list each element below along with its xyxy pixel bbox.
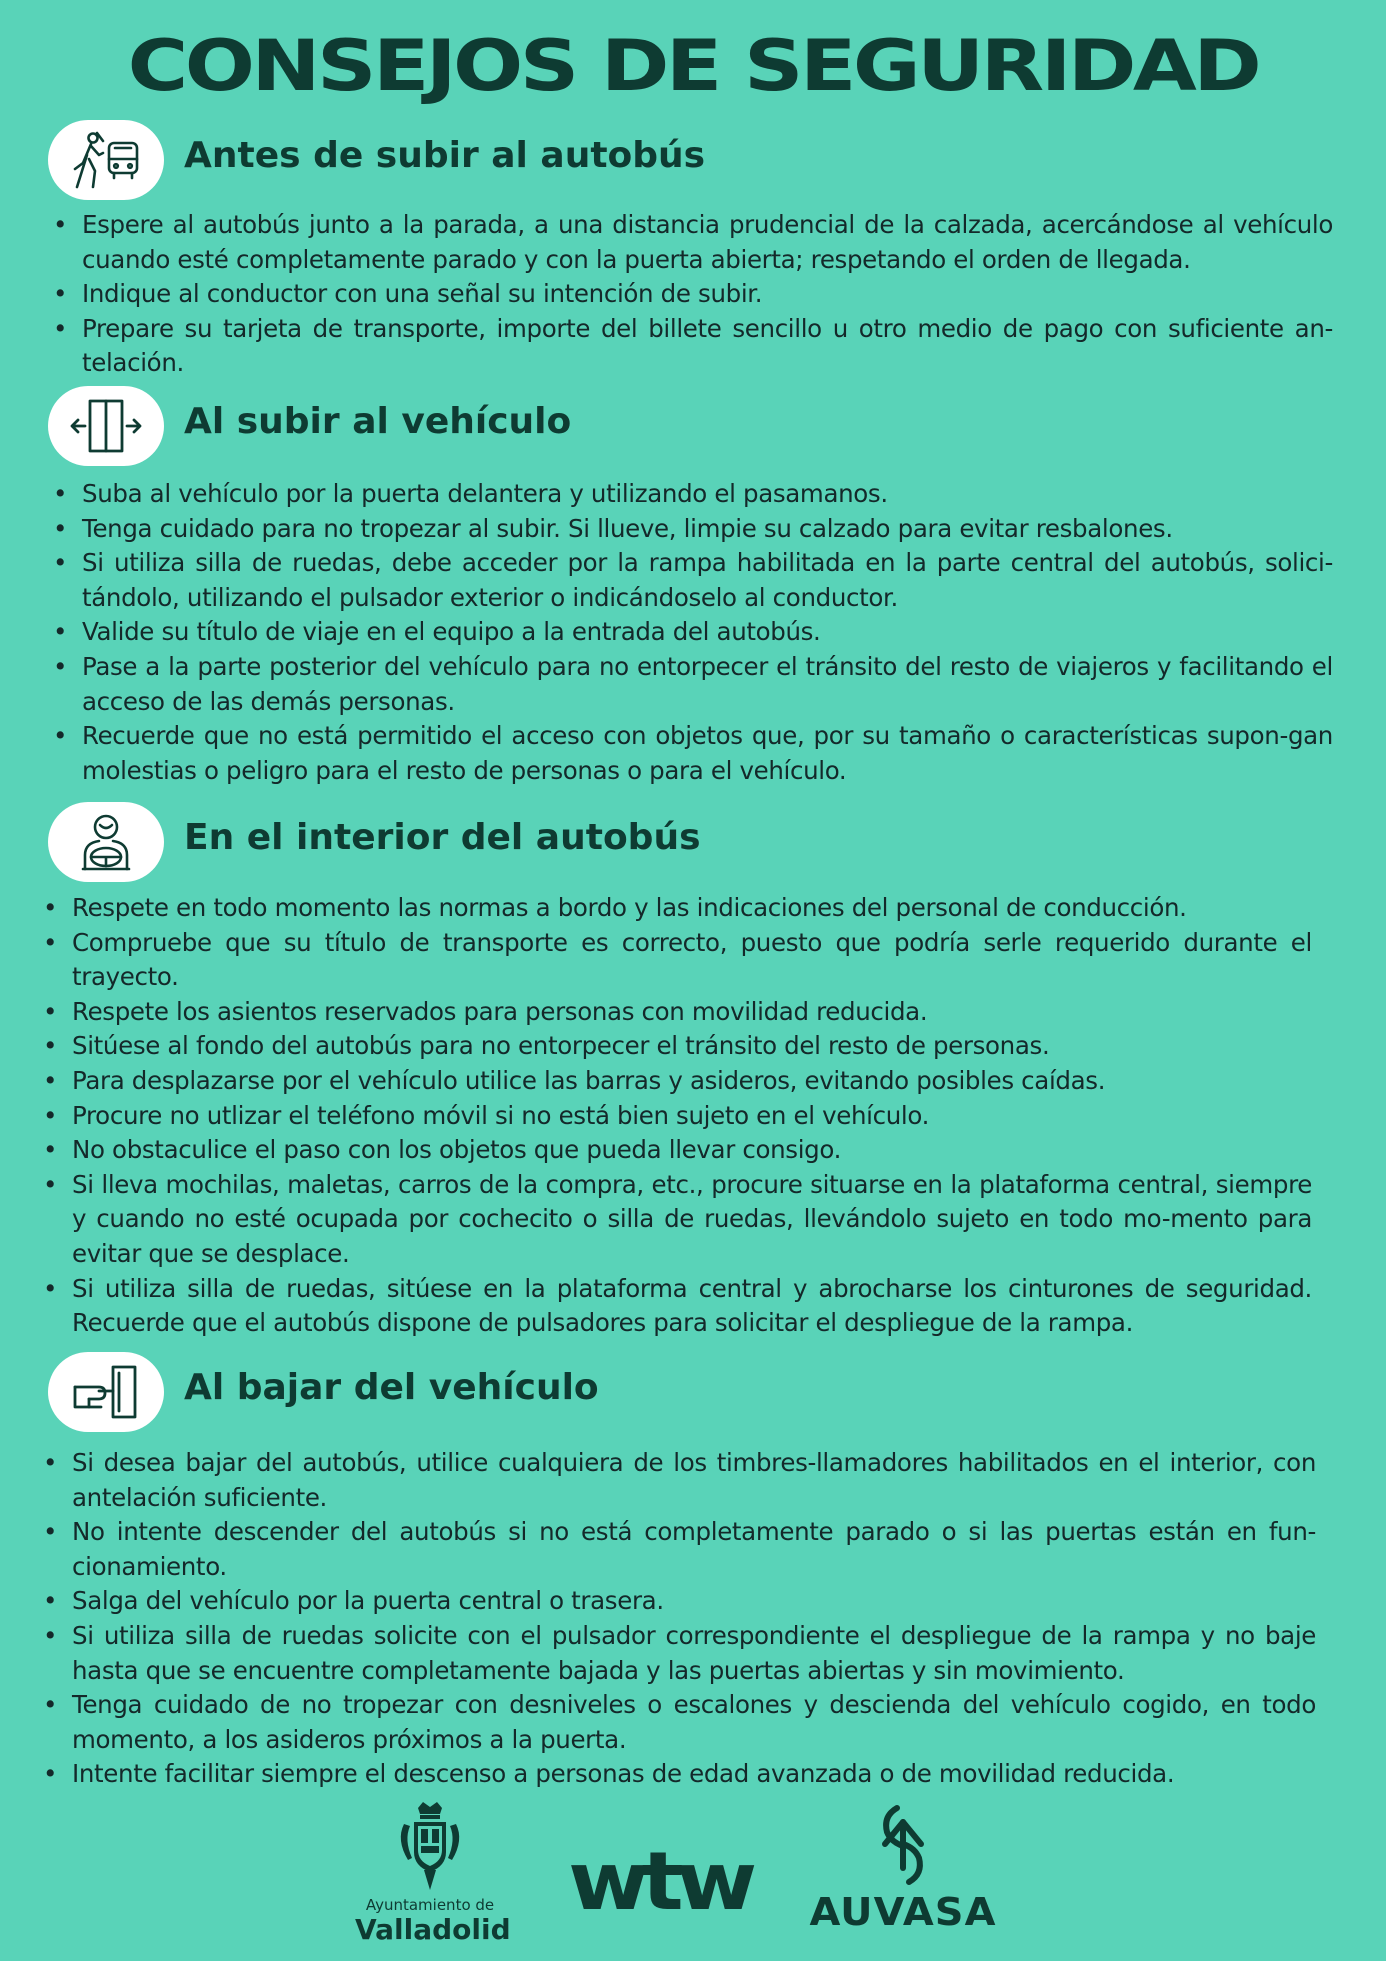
valladolid-logo <box>355 1800 511 1955</box>
section-icon-badge <box>48 1352 164 1432</box>
section-icon-badge <box>48 120 164 200</box>
list-item: • Respete los asientos reservados para personas con movilidad reducida. <box>72 995 1312 1030</box>
list-item: • Intente facilitar siempre el descenso a personas de edad avanzada o de movilidad reducida. <box>72 1757 1316 1792</box>
list-item: • Procure no utlizar el teléfono móvil si no está bien sujeto en el vehículo. <box>72 1099 1312 1134</box>
list-item: • Si utiliza silla de ruedas, debe acceder por la rampa habilitada en la parte central del autobús, solici-tándolo, utilizando el pulsador exterior o indicándoselo al conductor. <box>82 546 1333 615</box>
list-item: • Tenga cuidado para no tropezar al subir. Si llueve, limpie su calzado para evitar resbalones. <box>82 512 1333 547</box>
bullet-list <box>72 891 1312 1341</box>
bullet-list <box>82 208 1333 381</box>
section-icon-badge <box>48 802 164 882</box>
auvasa-symbol-icon <box>863 1802 943 1888</box>
list-item: • Espere al autobús junto a la parada, a una distancia prudencial de la calzada, acercándose al vehículo cuando esté completamente parado y con la puerta abierta; respetando el orden de llegada. <box>82 208 1333 277</box>
list-item: • Recuerde que no está permitido el acceso con objetos que, por su tamaño o características supon-gan molestias o peligro para el resto de personas o para el vehículo. <box>82 719 1333 788</box>
valladolid-logo-line2: Valladolid <box>355 1913 511 1946</box>
section-title: Al subir al vehículo <box>184 401 572 442</box>
coat-of-arms-icon <box>390 1800 470 1892</box>
list-item: • Para desplazarse por el vehículo utilice las barras y asideros, evitando posibles caídas. <box>72 1064 1312 1099</box>
list-item: • Pase a la parte posterior del vehículo para no entorpecer el tránsito del resto de viajeros y facilitando el acceso de las demás personas. <box>82 650 1333 719</box>
section-header-al-bajar <box>48 1352 1348 1432</box>
section-header-al-subir <box>48 386 1348 466</box>
bullet-list <box>82 477 1333 788</box>
sliding-door-icon <box>69 395 143 457</box>
section-header-interior <box>48 802 1348 882</box>
section-title: Antes de subir al autobús <box>184 135 706 176</box>
section-icon-badge <box>48 386 164 466</box>
bullet-list <box>72 1446 1316 1792</box>
list-item: • Prepare su tarjeta de transporte, importe del billete sencillo u otro medio de pago con suficiente an-telación. <box>82 312 1333 381</box>
section-header-antes-de-subir <box>48 120 1348 200</box>
section-title: En el interior del autobús <box>184 817 701 858</box>
list-item: • Salga del vehículo por la puerta central o trasera. <box>72 1584 1316 1619</box>
person-bus-icon <box>69 129 143 191</box>
list-item: • No intente descender del autobús si no está completamente parado o si las puertas están en fun-cionamiento. <box>72 1515 1316 1584</box>
list-item: • Indique al conductor con una señal su intención de subir. <box>82 277 1333 312</box>
auvasa-logo <box>788 1802 1018 1952</box>
list-item: • Si lleva mochilas, maletas, carros de la compra, etc., procure situarse en la plataforma central, siempre y cuando no esté ocupada por cochecito o silla de ruedas, llevándolo sujeto en todo mo-mento para evitar que se desplace. <box>72 1168 1312 1272</box>
list-item: • Tenga cuidado de no tropezar con desniveles o escalones y descienda del vehículo cogido, en todo momento, a los asideros próximos a la puerta. <box>72 1688 1316 1757</box>
exit-door-hand-icon <box>69 1361 143 1423</box>
wtw-logo-text: wtw <box>568 1835 750 1928</box>
list-item: • Sitúese al fondo del autobús para no entorpecer el tránsito del resto de personas. <box>72 1029 1312 1064</box>
wtw-logo <box>568 1835 768 1928</box>
list-item: • Si utiliza silla de ruedas, sitúese en la plataforma central y abrocharse los cinturones de seguridad. Recuerde que el autobús dispone de pulsadores para solicitar el despliegue de la rampa. <box>72 1272 1312 1341</box>
valladolid-logo-line1: Ayuntamiento de <box>365 1896 495 1914</box>
list-item: • Si utiliza silla de ruedas solicite con el pulsador correspondiente el despliegue de la rampa y no baje hasta que se encuentre completamente bajada y las puertas abiertas y sin movimiento. <box>72 1619 1316 1688</box>
list-item: • Si desea bajar del autobús, utilice cualquiera de los timbres-llamadores habilitados en el interior, con antelación suficiente. <box>72 1446 1316 1515</box>
driver-icon <box>69 811 143 873</box>
auvasa-logo-text: AUVASA <box>809 1890 997 1934</box>
list-item: • Compruebe que su título de transporte es correcto, puesto que podría serle requerido durante el trayecto. <box>72 926 1312 995</box>
list-item: • Respete en todo momento las normas a bordo y las indicaciones del personal de conducción. <box>72 891 1312 926</box>
list-item: • No obstaculice el paso con los objetos que pueda llevar consigo. <box>72 1133 1312 1168</box>
section-title: Al bajar del vehículo <box>184 1367 599 1408</box>
page-title: CONSEJOS DE SEGURIDAD <box>127 25 1259 107</box>
footer-logos <box>0 1800 1386 1960</box>
list-item: • Suba al vehículo por la puerta delantera y utilizando el pasamanos. <box>82 477 1333 512</box>
list-item: • Valide su título de viaje en el equipo a la entrada del autobús. <box>82 615 1333 650</box>
